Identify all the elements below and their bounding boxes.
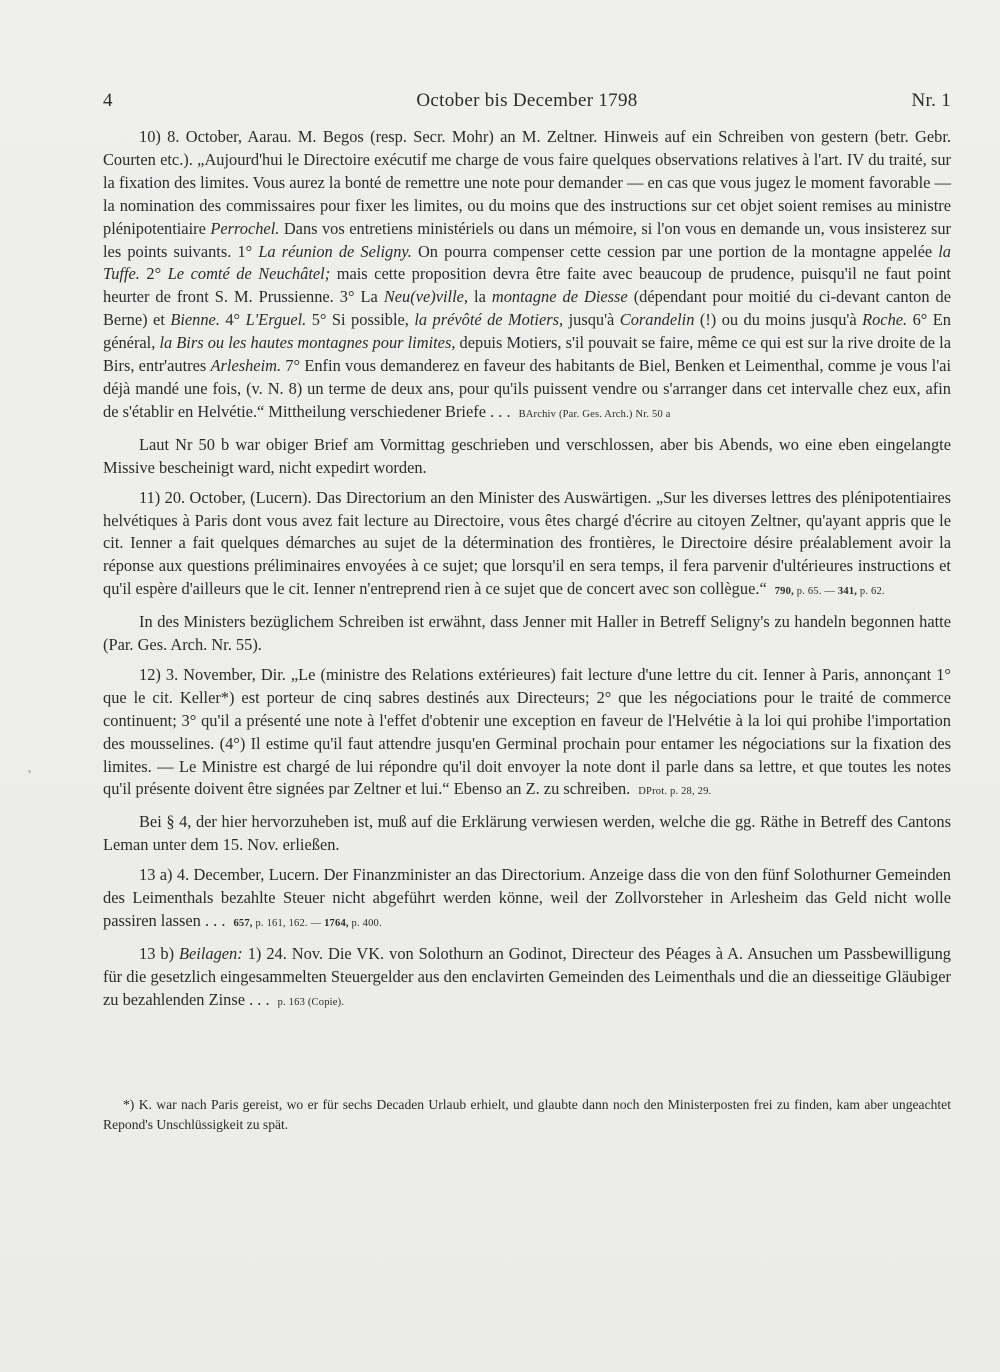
ref-number: 1764, <box>324 918 349 929</box>
source-reference: p. 163 (Copie). <box>277 996 345 1008</box>
entry-text: la <box>468 287 492 307</box>
scan-speck <box>28 770 31 773</box>
entry-text: Dans vos entretiens ministériels ou dans un mémoire, si l'on vous en demande un, vous insisterez sur les points suivants. 1° <box>103 218 951 261</box>
entry-13a <box>103 864 951 936</box>
issue-number: Nr. 1 <box>911 90 951 111</box>
italic-term: montagne de Diesse <box>491 287 628 307</box>
entry-text: (dépendant pour moitié du ci-devant canton de Berne) et <box>103 287 951 330</box>
ref-page: p. 62. <box>857 586 885 598</box>
entry-text: 13 b) <box>139 943 179 963</box>
entry-11 <box>103 487 951 605</box>
entry-text: On pourra compenser cette cession par une portion de la montagne appelée <box>411 241 939 261</box>
ref-page: p. 400. <box>348 918 382 929</box>
entry-text: (!) ou du moins jusqu'à <box>694 310 863 330</box>
entry-text: 13 a) 4. December, Lucern. Der Finanzminister an das Directorium. Anzeige dass die von den fünf Solothurner Gemeinden des Leimenthals bezahlte Steuer nicht abgeführt werden könne, weil der Zollvorsteher in Arlesheim das Geld nicht wolle passiren lassen . . . <box>103 865 951 930</box>
source-reference <box>225 918 381 929</box>
ref-page: p. 161, 162. — <box>252 918 325 929</box>
entry-text: jusqu'à <box>563 310 620 330</box>
italic-term: L'Erguel. <box>245 310 307 330</box>
entry-10-note: Laut Nr 50 b war obiger Brief am Vormittag geschrieben und verschlossen, aber bis Abends, wo eine eben eingelangte Missive bescheinigt ward, nicht expedirt worden. <box>103 434 951 477</box>
entry-text: depuis Motiers, s'il pouvait se faire, même ce qui est sur la rive droite de la Birs, entr'autres <box>103 333 951 376</box>
italic-term: la prévôté de Motiers, <box>414 310 564 330</box>
source-reference: BArchiv (Par. Ges. Arch.) Nr. 50 a <box>518 408 671 420</box>
ref-page: p. 65. — <box>793 586 838 598</box>
ref-number: 790, <box>774 586 794 598</box>
entry-text: 6° En général, <box>103 310 952 353</box>
ref-number: 341, <box>837 586 858 598</box>
entry-text: mais cette proposition devra être faite avec beaucoup de prudence, puisqu'il ne faut point heurter de front S. M. Prussienne. 3° La <box>103 264 951 307</box>
italic-term: Le comté de Neuchâtel; <box>167 264 331 284</box>
italic-term: Bienne. <box>170 310 220 330</box>
entry-text: 2° <box>139 264 168 284</box>
entry-text: 11) 20. October, (Lucern). Das Directorium an den Minister des Auswärtigen. „Sur les diverses lettres des plénipotentiaires helvétiques à Paris dont vous avez fait lecture au Directoire, vous êtes chargé d'écrire au citoyen Zeltner, qu'ayant appris que le cit. Ienner a fait quelques démarches au sujet de la détermination des frontières, le Directoire désire préalablement avoir la réponse aux questions préliminaires envoyées à ce sujet; que lorsqu'il en sera temps, il fera parvenir d'ultérieures instructions et qu'il espère d'ailleurs que le cit. Ienner n'entreprend rien à ce sujet que de concert avec son collègue.“ <box>103 487 951 599</box>
document-body <box>103 126 951 1022</box>
footnote <box>103 1095 951 1135</box>
italic-term: la Tuffe. <box>103 241 951 284</box>
italic-term: La réunion de Seligny. <box>258 241 412 261</box>
running-title: October bis December 1798 <box>416 90 638 111</box>
entry-text: 4° <box>219 310 246 330</box>
entry-text: 1) 24. Nov. Die VK. von Solothurn an Godinot, Directeur des Péages à A. Ansuchen um Passbewilligung für die gesetzlich eingesammelten Steuergelder aus den enclavirten Gemeinden des Leimenthals und die an diesseitige Gläubiger zu bezahlenden Zinse . . . <box>103 943 951 1009</box>
entry-text: 12) 3. November, Dir. „Le (ministre des Relations extérieures) fait lecture d'une lettre du cit. Ienner à Paris, annonçant 1° que le cit. Keller*) est porteur de cinq sabres destinés aux Directeurs; 2° que les négociations pour le traité de commerce continuent; 3° qu'il a présenté une note à l'effet d'obtenir une exception en faveur de l'Helvétie à la loi qui prohibe l'importation des mousselines. (4°) Il estime qu'il faut attendre jusqu'en Germinal prochain pour entamer les négociations sur la fixation des limites. — Le Ministre est chargé de lui répondre qu'il doit envoyer la note dont il parle dans sa lettre, et que toutes les notes qu'il présente doivent être signées par Zeltner et lui.“ Ebenso an Z. zu schreiben. <box>103 664 951 799</box>
entry-text: 7° Enfin vous demanderez en faveur des habitants de Biel, Benken et Leimenthal, comme je vous l'ai déjà mandé une fois, (v. N. 8) un terme de deux ans, pour qu'ils puissent vendre ou s'arranger dans cet intervalle chez eux, afin de s'établir en Helvétie.“ Mittheilung verschiedener Briefe . . . <box>103 356 952 421</box>
italic-term: Perrochel. <box>210 218 280 238</box>
source-reference <box>767 586 885 597</box>
entry-text: 5° Si possible, <box>306 310 415 330</box>
footnote-text: *) K. war nach Paris gereist, wo er für sechs Decaden Urlaub erhielt, und glaubte dann noch den Ministerposten frei zu finden, kam aber ungeachtet Repond's Unschlüssigkeit zu spät. <box>103 1097 951 1132</box>
entry-text: 10) 8. October, Aarau. M. Begos (resp. Secr. Mohr) an M. Zeltner. Hinweis auf ein Schreiben von gestern (betr. Gebr. Courten etc.). „Aujourd'hui le Directoire exécutif me charge de vous faire quelques observations relatives à l'art. IV du traité, sur la fixation des limites. Vous aurez la bonté de remettre une note pour demander — en cas que vous jugez le moment favorable — la nomination des commissaires pour fixer les limites, ou du moins que des instructions sur cet objet soient remises au ministre plénipotentiaire <box>103 127 951 238</box>
italic-term: Arlesheim. <box>210 356 282 376</box>
entry-12 <box>103 664 951 804</box>
entry-11-note: In des Ministers bezüglichem Schreiben ist erwähnt, dass Jenner mit Haller in Betreff Seligny's zu handeln begonnen hatte (Par. Ges. Arch. Nr. 55). <box>103 612 951 655</box>
page-header <box>103 90 951 116</box>
italic-term: la Birs ou les hautes montagnes pour limites, <box>159 333 456 353</box>
entry-10 <box>103 126 951 427</box>
source-reference: DProt. p. 28, 29. <box>638 786 712 798</box>
ref-number: 657, <box>233 918 253 929</box>
italic-term: Beilagen: <box>179 943 243 963</box>
entry-12-note: Bei § 4, der hier hervorzuheben ist, muß auf die Erklärung verwiesen werden, welche die gg. Räthe in Betreff des Cantons Leman unter dem 15. Nov. erließen. <box>103 812 951 855</box>
page-number: 4 <box>103 90 113 111</box>
entry-13b <box>103 943 951 1015</box>
italic-term: Corandelin <box>619 310 695 330</box>
italic-term: Roche. <box>862 310 908 330</box>
italic-term: Neu(ve)ville, <box>383 287 469 307</box>
